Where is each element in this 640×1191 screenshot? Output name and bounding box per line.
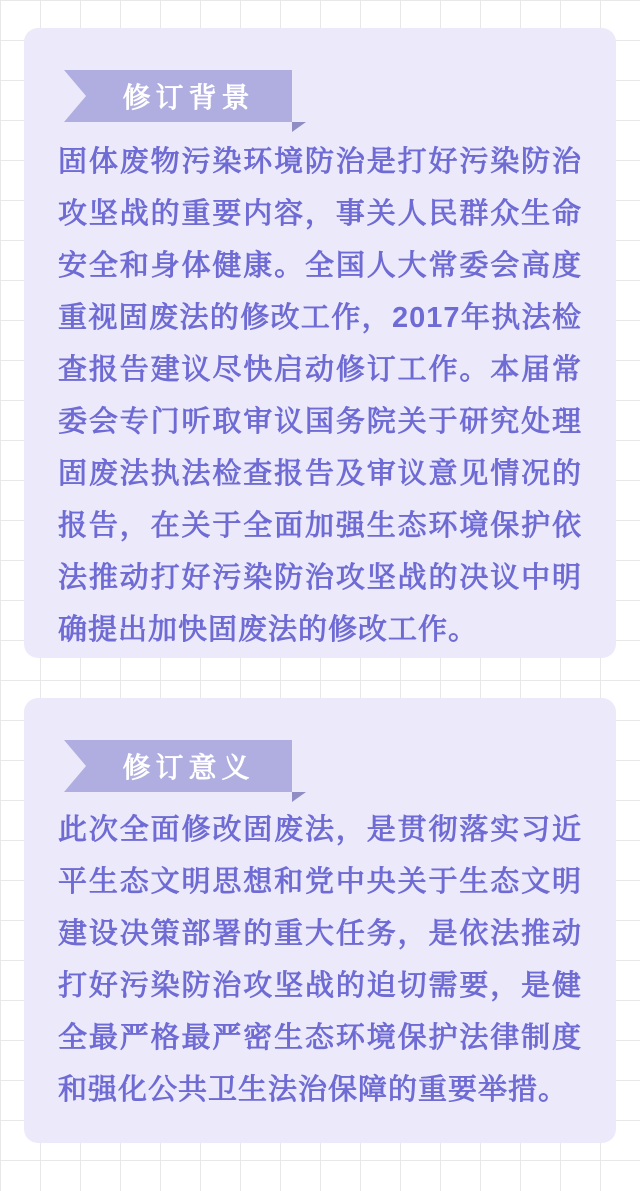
section-body-text: 此次全面修改固废法，是贯彻落实习近平生态文明思想和党中央关于生态文明建设决策部署的重大任务，是依法推动打好污染防治攻坚战的迫切需要，是健全最严格最严密生态环境保护法律制度和强化公共卫生法治保障的重要举措。 [58,814,582,1106]
section-body-text: 固体废物污染环境防治是打好污染防治攻坚战的重要内容，事关人民群众生命安全和身体健康。全国人大常委会高度重视固废法的修改工作，2017年执法检查报告建议尽快启动修订工作。本届常委会专门听取审议国务院关于研究处理固废法执法检查报告及审议意见情况的报告，在关于全面加强生态环境保护依法推动打好污染防治攻坚战的决议中明确提出加快固废法的修改工作。 [58,146,582,646]
section-card-revision-background [24,28,616,658]
section-heading-label: 修订意义 [122,752,255,783]
section-heading-label: 修订背景 [122,82,255,113]
section-card-revision-significance [24,698,616,1143]
section-heading-ribbon [64,740,292,792]
section-heading-ribbon [64,70,292,122]
